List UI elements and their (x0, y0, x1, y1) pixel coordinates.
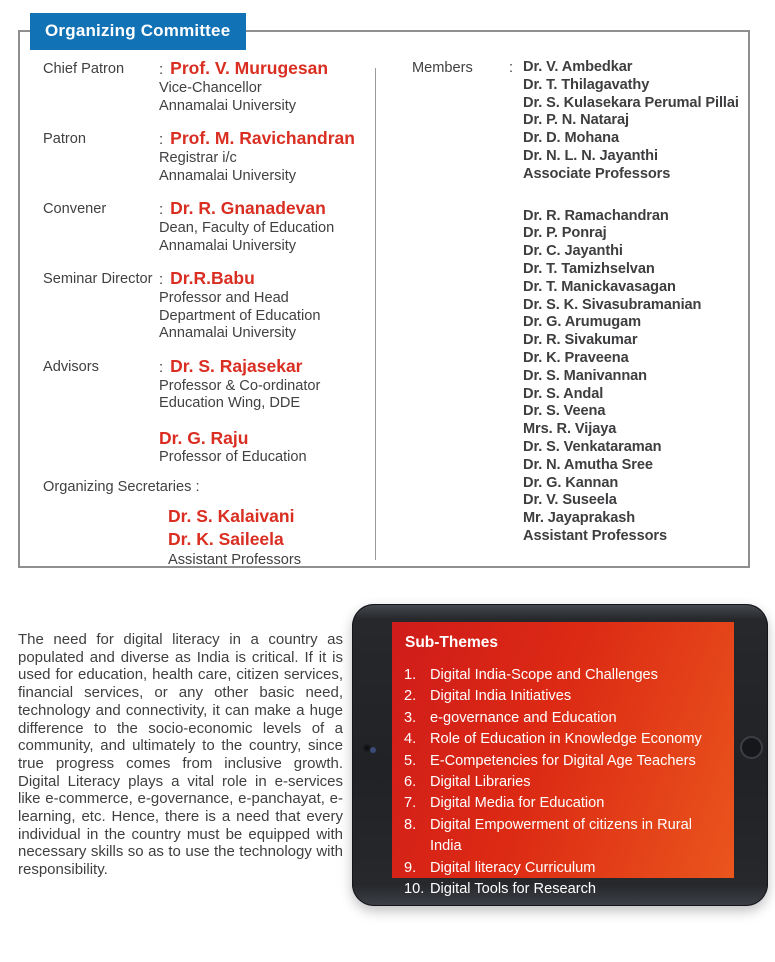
member-name: Dr. R. Ramachandran (523, 207, 669, 224)
sub-theme-text: Role of Education in Knowledge Economy (430, 731, 702, 748)
sub-theme-number: 9. (404, 859, 417, 876)
sub-theme-item (404, 815, 722, 858)
members-label: Members (412, 60, 473, 76)
member-name: Dr. C. Jayanthi (523, 243, 623, 260)
committee-left-column (43, 58, 373, 569)
member-name: Dr. G. Arumugam (523, 314, 641, 331)
tablet-device (352, 604, 768, 906)
member-name: Dr. P. N. Nataraj (523, 112, 629, 129)
sub-theme-text: e-governance and Education (430, 709, 617, 726)
members-group-1 (523, 59, 739, 184)
sub-theme-item (404, 858, 722, 879)
members-group-2 (523, 208, 739, 546)
member-name: Dr. S. K. Sivasubramanian (523, 296, 702, 313)
member-name: Mr. Jayaprakash (523, 510, 636, 527)
person-name: : Dr.R.Babu (159, 268, 255, 288)
secretary-name: Dr. K. Saileela (168, 529, 284, 549)
organizing-secretaries-label: Organizing Secretaries : (43, 479, 200, 495)
sub-theme-number: 2. (404, 688, 417, 705)
sub-theme-text: Digital India Initiatives (430, 688, 572, 705)
members-column (412, 59, 739, 546)
section-title-organizing-committee: Organizing Committee (30, 13, 246, 50)
sub-theme-item (404, 793, 722, 814)
organizing-secretaries-names (168, 505, 373, 569)
member-name: Dr. V. Ambedkar (523, 59, 633, 75)
role-label: Convener (43, 201, 107, 217)
role-row-advisors (43, 356, 373, 413)
sub-theme-number: 10. (404, 881, 425, 898)
members-group-gap (523, 184, 739, 208)
role-label: Patron (43, 131, 86, 147)
colon: : (159, 61, 164, 78)
role-row-seminar-director (43, 268, 373, 343)
digital-literacy-paragraph: The need for digital literacy in a country as populated and diverse as India is critical. If it is used for education, health care, citizen services, financial services, or any other basic need, technology and connectivity, it can make a huge difference to the socio-economic levels of a community, and ultimately to the country, since true progress comes from inclusive growth. Digital Literacy plays a vital role in e-services like e-commerce, e-governance, e-panchayat, e-learning, etc. Hence, there is a need that every individual in the country must be equipped with necessary skills so as to use the technology with responsibility. (18, 631, 343, 879)
person-affiliation: Annamalai University (159, 167, 297, 184)
member-name: Dr. S. Manivannan (523, 367, 647, 384)
sub-theme-number: 1. (404, 667, 417, 683)
sub-theme-item (404, 665, 722, 686)
sub-theme-text: E-Competencies for Digital Age Teachers (430, 752, 696, 769)
colon: : (509, 60, 514, 76)
member-name: Dr. S. Kulasekara Perumal Pillai (523, 94, 739, 111)
colon: : (159, 131, 164, 148)
sub-theme-text: Digital Libraries (430, 774, 531, 791)
person-name: : Prof. V. Murugesan (159, 58, 329, 78)
sub-theme-item (404, 879, 722, 900)
sub-theme-number: 5. (404, 752, 417, 769)
person-title: Professor of Education (159, 448, 307, 465)
role-row-convener (43, 198, 373, 255)
role-row-advisor-2 (43, 426, 373, 467)
sub-theme-text: Digital Empowerment of citizens in Rural India (430, 816, 692, 855)
member-name: Dr. R. Sivakumar (523, 332, 638, 349)
member-name: Dr. T. Manickavasagan (523, 278, 676, 295)
person-title: Vice-Chancellor (159, 80, 262, 96)
role-label (43, 426, 159, 467)
role-row-patron (43, 128, 373, 185)
sub-themes-list (404, 665, 722, 900)
colon: : (159, 201, 164, 218)
person-department: Department of Education (159, 307, 321, 324)
sub-theme-text: Digital Tools for Research (430, 881, 597, 898)
person-name: : Dr. S. Rajasekar (159, 355, 303, 376)
role-row-chief-patron (43, 58, 373, 115)
secretary-name: Dr. S. Kalaivani (168, 506, 295, 526)
sub-theme-text: Digital India-Scope and Challenges (430, 667, 658, 683)
sub-theme-number: 8. (404, 816, 417, 833)
tablet-home-button-icon (740, 736, 763, 759)
column-divider (375, 68, 376, 560)
person-affiliation: Annamalai University (159, 237, 297, 254)
members-lists (523, 59, 739, 546)
person-title: Professor & Co-ordinator (159, 377, 321, 394)
sub-theme-number: 4. (404, 731, 417, 748)
member-name: Dr. T. Thilagavathy (523, 76, 650, 93)
role-label: Seminar Director (43, 271, 153, 287)
person-affiliation: Annamalai University (159, 97, 297, 114)
member-name: Dr. N. L. N. Jayanthi (523, 147, 658, 164)
colon: : (159, 358, 164, 376)
role-label: Chief Patron (43, 61, 125, 77)
sub-theme-number: 3. (404, 709, 417, 726)
sub-theme-text: Digital literacy Curriculum (430, 859, 596, 876)
member-name: Dr. G. Kannan (523, 474, 619, 491)
committee-board (18, 30, 750, 568)
member-name: Assistant Professors (523, 527, 667, 544)
sub-theme-item (404, 772, 722, 793)
sub-theme-text: Digital Media for Education (430, 795, 605, 812)
member-name: Dr. N. Amutha Sree (523, 456, 653, 473)
sub-theme-number: 7. (404, 795, 417, 812)
sub-theme-number: 6. (404, 774, 417, 791)
member-name: Dr. K. Praveena (523, 349, 629, 366)
person-title: Professor and Head (159, 290, 289, 306)
person-name: : Prof. M. Ravichandran (159, 128, 355, 148)
person-name: : Dr. R. Gnanadevan (159, 198, 326, 218)
sub-theme-item (404, 751, 722, 772)
member-name: Dr. P. Ponraj (523, 225, 607, 242)
member-name: Dr. T. Tamizhselvan (523, 260, 655, 277)
tablet-screen (392, 622, 734, 898)
member-name: Dr. S. Veena (523, 403, 606, 420)
member-name: Dr. S. Venkataraman (523, 438, 662, 455)
person-title: Registrar i/c (159, 150, 237, 166)
member-name: Mrs. R. Vijaya (523, 421, 617, 438)
person-title: Dean, Faculty of Education (159, 220, 335, 236)
secretaries-subtitle: Assistant Professors (168, 552, 302, 568)
member-name: Dr. V. Suseela (523, 492, 617, 509)
member-name: Associate Professors (523, 165, 671, 182)
colon: : (159, 271, 164, 288)
person-affiliation: Annamalai University (159, 325, 297, 341)
person-affiliation: Education Wing, DDE (159, 395, 301, 411)
role-label: Advisors (43, 358, 99, 375)
member-name: Dr. D. Mohana (523, 130, 620, 147)
tablet-camera-icon (370, 747, 376, 753)
sub-themes-title: Sub-Themes (405, 634, 499, 651)
person-name: Dr. G. Raju (159, 427, 249, 448)
sub-theme-item (404, 708, 722, 729)
member-name: Dr. S. Andal (523, 385, 604, 402)
sub-theme-item (404, 686, 722, 707)
sub-theme-item (404, 729, 722, 750)
